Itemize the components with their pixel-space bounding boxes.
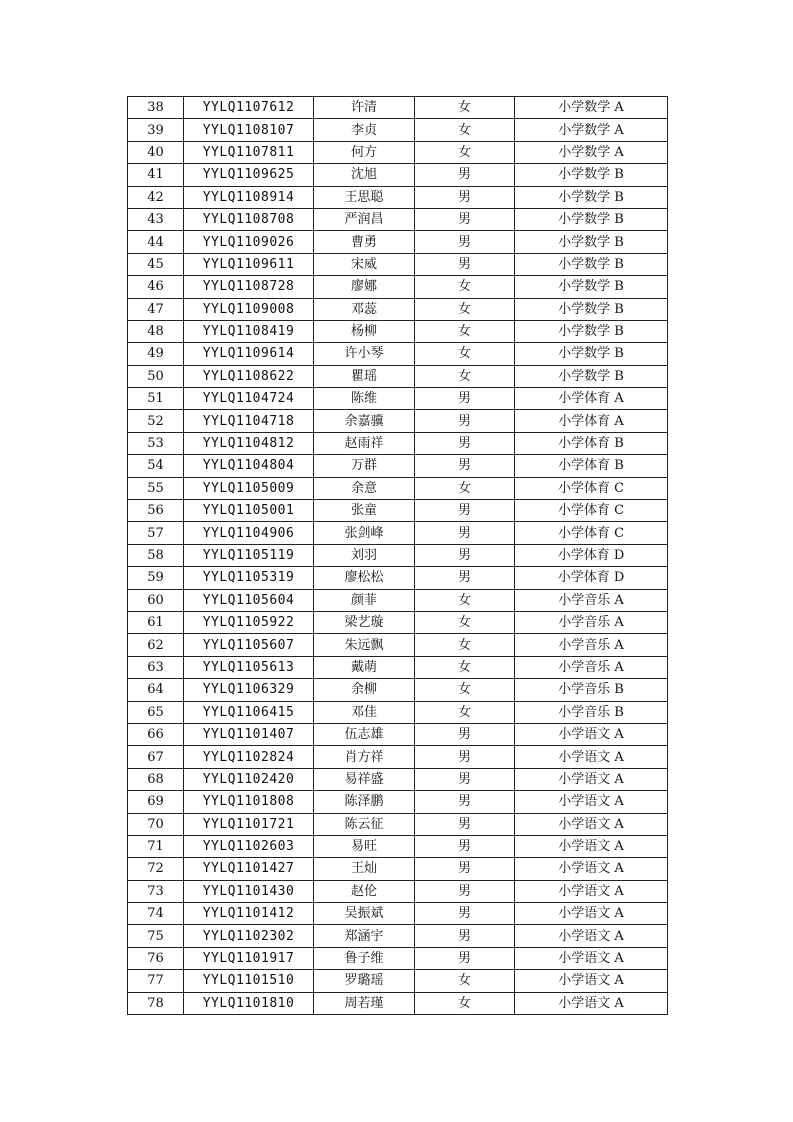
candidate-id-cell: YYLQ1105922	[184, 611, 314, 633]
subject-cell: 小学语文 A	[515, 970, 668, 992]
table-row	[128, 858, 668, 880]
name-cell: 余柳	[314, 679, 415, 701]
candidate-id-cell: YYLQ1105009	[184, 477, 314, 499]
name-cell: 曹勇	[314, 231, 415, 253]
table-row	[128, 656, 668, 678]
table-row	[128, 634, 668, 656]
candidate-id-cell: YYLQ1108622	[184, 365, 314, 387]
row-number-cell: 78	[128, 992, 184, 1014]
row-number-cell: 77	[128, 970, 184, 992]
table-row	[128, 567, 668, 589]
subject-cell: 小学音乐 A	[515, 634, 668, 656]
table-row	[128, 813, 668, 835]
table-row	[128, 119, 668, 141]
table-row	[128, 276, 668, 298]
gender-cell: 女	[415, 589, 515, 611]
candidate-id-cell: YYLQ1109008	[184, 298, 314, 320]
candidate-id-cell: YYLQ1104804	[184, 455, 314, 477]
gender-cell: 女	[415, 343, 515, 365]
row-number-cell: 50	[128, 365, 184, 387]
subject-cell: 小学音乐 B	[515, 679, 668, 701]
candidate-id-cell: YYLQ1104906	[184, 522, 314, 544]
table-row	[128, 589, 668, 611]
table-row	[128, 880, 668, 902]
candidate-id-cell: YYLQ1101430	[184, 880, 314, 902]
name-cell: 余意	[314, 477, 415, 499]
table-row	[128, 679, 668, 701]
table-row	[128, 231, 668, 253]
name-cell: 何方	[314, 141, 415, 163]
candidate-id-cell: YYLQ1107811	[184, 141, 314, 163]
gender-cell: 男	[415, 455, 515, 477]
candidate-id-cell: YYLQ1107612	[184, 97, 314, 119]
name-cell: 戴萌	[314, 656, 415, 678]
gender-cell: 女	[415, 992, 515, 1014]
name-cell: 许清	[314, 97, 415, 119]
row-number-cell: 58	[128, 544, 184, 566]
row-number-cell: 64	[128, 679, 184, 701]
candidate-id-cell: YYLQ1101510	[184, 970, 314, 992]
table-row	[128, 164, 668, 186]
table-row	[128, 432, 668, 454]
gender-cell: 男	[415, 880, 515, 902]
candidate-id-cell: YYLQ1108419	[184, 320, 314, 342]
subject-cell: 小学体育 B	[515, 432, 668, 454]
subject-cell: 小学音乐 A	[515, 589, 668, 611]
row-number-cell: 75	[128, 925, 184, 947]
candidate-id-cell: YYLQ1104812	[184, 432, 314, 454]
candidate-id-cell: YYLQ1106415	[184, 701, 314, 723]
gender-cell: 男	[415, 746, 515, 768]
name-cell: 吴振斌	[314, 903, 415, 925]
name-cell: 瞿瑶	[314, 365, 415, 387]
gender-cell: 女	[415, 656, 515, 678]
gender-cell: 女	[415, 611, 515, 633]
row-number-cell: 54	[128, 455, 184, 477]
gender-cell: 男	[415, 903, 515, 925]
row-number-cell: 55	[128, 477, 184, 499]
row-number-cell: 56	[128, 500, 184, 522]
subject-cell: 小学语文 A	[515, 880, 668, 902]
row-number-cell: 44	[128, 231, 184, 253]
subject-cell: 小学数学 A	[515, 119, 668, 141]
gender-cell: 男	[415, 186, 515, 208]
candidate-id-cell: YYLQ1101808	[184, 791, 314, 813]
table-row	[128, 208, 668, 230]
row-number-cell: 70	[128, 813, 184, 835]
subject-cell: 小学语文 A	[515, 813, 668, 835]
gender-cell: 女	[415, 97, 515, 119]
row-number-cell: 57	[128, 522, 184, 544]
table-row	[128, 141, 668, 163]
subject-cell: 小学语文 A	[515, 903, 668, 925]
gender-cell: 男	[415, 500, 515, 522]
name-cell: 严润昌	[314, 208, 415, 230]
subject-cell: 小学数学 A	[515, 97, 668, 119]
gender-cell: 女	[415, 970, 515, 992]
candidate-id-cell: YYLQ1109625	[184, 164, 314, 186]
gender-cell: 男	[415, 432, 515, 454]
candidate-id-cell: YYLQ1105119	[184, 544, 314, 566]
row-number-cell: 41	[128, 164, 184, 186]
name-cell: 周若瑾	[314, 992, 415, 1014]
subject-cell: 小学体育 D	[515, 544, 668, 566]
gender-cell: 男	[415, 835, 515, 857]
name-cell: 颜菲	[314, 589, 415, 611]
candidate-id-cell: YYLQ1108728	[184, 276, 314, 298]
subject-cell: 小学语文 A	[515, 858, 668, 880]
subject-cell: 小学语文 A	[515, 925, 668, 947]
name-cell: 鲁子维	[314, 947, 415, 969]
row-number-cell: 69	[128, 791, 184, 813]
gender-cell: 女	[415, 679, 515, 701]
table-row	[128, 992, 668, 1014]
gender-cell: 男	[415, 858, 515, 880]
gender-cell: 男	[415, 231, 515, 253]
table-row	[128, 410, 668, 432]
gender-cell: 男	[415, 253, 515, 275]
row-number-cell: 45	[128, 253, 184, 275]
table-row	[128, 298, 668, 320]
table-row	[128, 611, 668, 633]
table-row	[128, 947, 668, 969]
name-cell: 廖松松	[314, 567, 415, 589]
name-cell: 罗璐瑶	[314, 970, 415, 992]
subject-cell: 小学数学 A	[515, 141, 668, 163]
gender-cell: 男	[415, 410, 515, 432]
name-cell: 赵雨祥	[314, 432, 415, 454]
candidate-id-cell: YYLQ1109614	[184, 343, 314, 365]
gender-cell: 女	[415, 701, 515, 723]
gender-cell: 男	[415, 388, 515, 410]
subject-cell: 小学音乐 B	[515, 701, 668, 723]
subject-cell: 小学数学 B	[515, 253, 668, 275]
row-number-cell: 51	[128, 388, 184, 410]
gender-cell: 男	[415, 813, 515, 835]
table-row	[128, 791, 668, 813]
name-cell: 张童	[314, 500, 415, 522]
candidate-id-cell: YYLQ1108708	[184, 208, 314, 230]
name-cell: 陈云征	[314, 813, 415, 835]
candidate-id-cell: YYLQ1105319	[184, 567, 314, 589]
row-number-cell: 43	[128, 208, 184, 230]
gender-cell: 女	[415, 276, 515, 298]
row-number-cell: 40	[128, 141, 184, 163]
subject-cell: 小学数学 B	[515, 276, 668, 298]
subject-cell: 小学数学 B	[515, 208, 668, 230]
row-number-cell: 60	[128, 589, 184, 611]
subject-cell: 小学体育 C	[515, 500, 668, 522]
gender-cell: 男	[415, 567, 515, 589]
candidate-id-cell: YYLQ1108914	[184, 186, 314, 208]
table-row	[128, 320, 668, 342]
gender-cell: 男	[415, 522, 515, 544]
row-number-cell: 65	[128, 701, 184, 723]
name-cell: 张剑峰	[314, 522, 415, 544]
subject-cell: 小学数学 B	[515, 186, 668, 208]
row-number-cell: 74	[128, 903, 184, 925]
candidate-id-cell: YYLQ1104724	[184, 388, 314, 410]
table-row	[128, 343, 668, 365]
candidate-id-cell: YYLQ1105001	[184, 500, 314, 522]
subject-cell: 小学语文 A	[515, 723, 668, 745]
name-cell: 肖方祥	[314, 746, 415, 768]
roster-table-body	[128, 97, 668, 1015]
gender-cell: 男	[415, 768, 515, 790]
candidate-id-cell: YYLQ1101810	[184, 992, 314, 1014]
subject-cell: 小学数学 B	[515, 343, 668, 365]
name-cell: 王灿	[314, 858, 415, 880]
table-row	[128, 903, 668, 925]
row-number-cell: 42	[128, 186, 184, 208]
gender-cell: 女	[415, 477, 515, 499]
name-cell: 沈旭	[314, 164, 415, 186]
name-cell: 伍志雄	[314, 723, 415, 745]
candidate-id-cell: YYLQ1102420	[184, 768, 314, 790]
gender-cell: 女	[415, 298, 515, 320]
subject-cell: 小学语文 A	[515, 746, 668, 768]
gender-cell: 男	[415, 723, 515, 745]
gender-cell: 女	[415, 365, 515, 387]
subject-cell: 小学数学 B	[515, 365, 668, 387]
candidate-id-cell: YYLQ1106329	[184, 679, 314, 701]
row-number-cell: 59	[128, 567, 184, 589]
table-row	[128, 186, 668, 208]
table-row	[128, 522, 668, 544]
candidate-id-cell: YYLQ1109611	[184, 253, 314, 275]
row-number-cell: 52	[128, 410, 184, 432]
row-number-cell: 46	[128, 276, 184, 298]
table-row	[128, 500, 668, 522]
gender-cell: 女	[415, 119, 515, 141]
subject-cell: 小学数学 B	[515, 164, 668, 186]
gender-cell: 男	[415, 925, 515, 947]
gender-cell: 女	[415, 634, 515, 656]
row-number-cell: 62	[128, 634, 184, 656]
subject-cell: 小学语文 A	[515, 791, 668, 813]
name-cell: 陈泽鹏	[314, 791, 415, 813]
subject-cell: 小学语文 A	[515, 835, 668, 857]
candidate-id-cell: YYLQ1104718	[184, 410, 314, 432]
name-cell: 郑涵宇	[314, 925, 415, 947]
table-row	[128, 388, 668, 410]
roster-table	[127, 96, 668, 1015]
row-number-cell: 38	[128, 97, 184, 119]
candidate-id-cell: YYLQ1101721	[184, 813, 314, 835]
candidate-id-cell: YYLQ1101917	[184, 947, 314, 969]
gender-cell: 男	[415, 791, 515, 813]
subject-cell: 小学体育 A	[515, 410, 668, 432]
row-number-cell: 76	[128, 947, 184, 969]
row-number-cell: 73	[128, 880, 184, 902]
name-cell: 许小琴	[314, 343, 415, 365]
gender-cell: 女	[415, 141, 515, 163]
subject-cell: 小学数学 B	[515, 320, 668, 342]
gender-cell: 男	[415, 164, 515, 186]
name-cell: 王思聪	[314, 186, 415, 208]
table-row	[128, 253, 668, 275]
table-row	[128, 97, 668, 119]
subject-cell: 小学体育 A	[515, 388, 668, 410]
subject-cell: 小学体育 B	[515, 455, 668, 477]
name-cell: 李贞	[314, 119, 415, 141]
table-row	[128, 723, 668, 745]
table-row	[128, 925, 668, 947]
table-row	[128, 970, 668, 992]
candidate-id-cell: YYLQ1108107	[184, 119, 314, 141]
table-row	[128, 544, 668, 566]
subject-cell: 小学数学 B	[515, 298, 668, 320]
candidate-id-cell: YYLQ1102302	[184, 925, 314, 947]
name-cell: 余嘉骥	[314, 410, 415, 432]
row-number-cell: 72	[128, 858, 184, 880]
name-cell: 邓佳	[314, 701, 415, 723]
candidate-id-cell: YYLQ1101427	[184, 858, 314, 880]
table-row	[128, 365, 668, 387]
table-row	[128, 477, 668, 499]
subject-cell: 小学数学 B	[515, 231, 668, 253]
subject-cell: 小学语文 A	[515, 992, 668, 1014]
candidate-id-cell: YYLQ1105607	[184, 634, 314, 656]
row-number-cell: 67	[128, 746, 184, 768]
gender-cell: 男	[415, 208, 515, 230]
row-number-cell: 61	[128, 611, 184, 633]
name-cell: 易旺	[314, 835, 415, 857]
name-cell: 陈维	[314, 388, 415, 410]
subject-cell: 小学体育 D	[515, 567, 668, 589]
row-number-cell: 53	[128, 432, 184, 454]
subject-cell: 小学音乐 A	[515, 656, 668, 678]
candidate-id-cell: YYLQ1101407	[184, 723, 314, 745]
name-cell: 朱远飘	[314, 634, 415, 656]
name-cell: 赵伦	[314, 880, 415, 902]
table-row	[128, 455, 668, 477]
candidate-id-cell: YYLQ1102603	[184, 835, 314, 857]
subject-cell: 小学语文 A	[515, 947, 668, 969]
name-cell: 杨柳	[314, 320, 415, 342]
subject-cell: 小学音乐 A	[515, 611, 668, 633]
table-row	[128, 746, 668, 768]
row-number-cell: 39	[128, 119, 184, 141]
table-row	[128, 768, 668, 790]
gender-cell: 男	[415, 947, 515, 969]
subject-cell: 小学体育 C	[515, 522, 668, 544]
candidate-id-cell: YYLQ1105613	[184, 656, 314, 678]
table-row	[128, 835, 668, 857]
gender-cell: 男	[415, 544, 515, 566]
row-number-cell: 49	[128, 343, 184, 365]
candidate-id-cell: YYLQ1105604	[184, 589, 314, 611]
subject-cell: 小学语文 A	[515, 768, 668, 790]
name-cell: 刘羽	[314, 544, 415, 566]
row-number-cell: 71	[128, 835, 184, 857]
subject-cell: 小学体育 C	[515, 477, 668, 499]
row-number-cell: 66	[128, 723, 184, 745]
candidate-id-cell: YYLQ1109026	[184, 231, 314, 253]
candidate-id-cell: YYLQ1102824	[184, 746, 314, 768]
name-cell: 宋威	[314, 253, 415, 275]
candidate-id-cell: YYLQ1101412	[184, 903, 314, 925]
name-cell: 廖娜	[314, 276, 415, 298]
row-number-cell: 63	[128, 656, 184, 678]
table-row	[128, 701, 668, 723]
name-cell: 易祥盛	[314, 768, 415, 790]
name-cell: 梁艺璇	[314, 611, 415, 633]
gender-cell: 女	[415, 320, 515, 342]
name-cell: 邓蕊	[314, 298, 415, 320]
row-number-cell: 48	[128, 320, 184, 342]
name-cell: 万群	[314, 455, 415, 477]
row-number-cell: 47	[128, 298, 184, 320]
row-number-cell: 68	[128, 768, 184, 790]
